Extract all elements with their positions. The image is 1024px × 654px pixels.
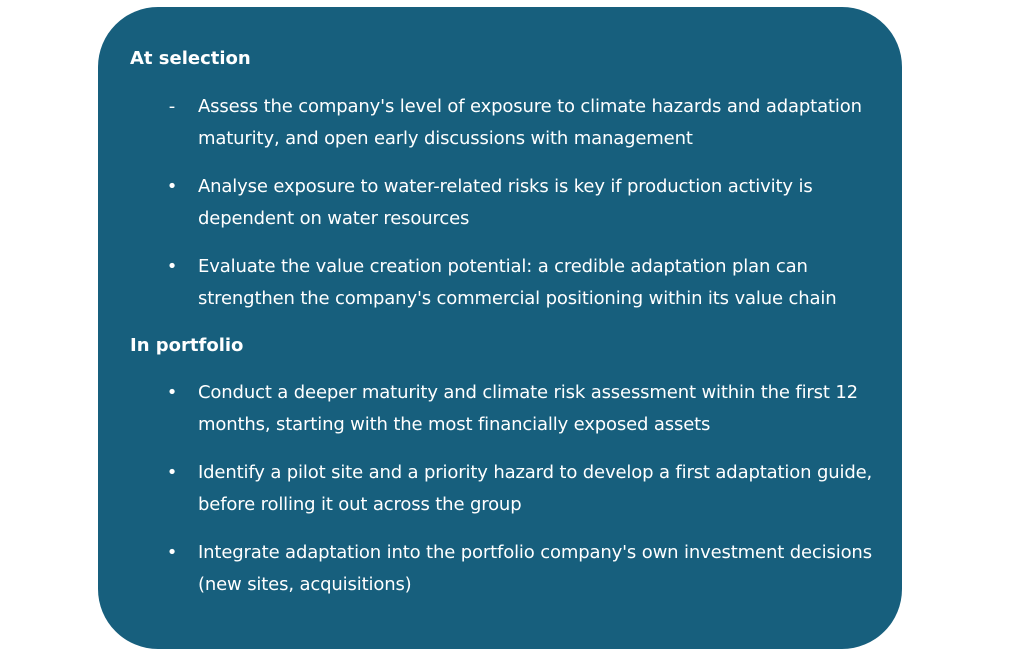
list-item-text: Integrate adaptation into the portfolio company's own investment decisions (new sites, acquisitions) xyxy=(198,542,872,595)
bullet-marker: • xyxy=(166,382,178,403)
bullet-marker: • xyxy=(166,542,178,563)
list-item-text: Evaluate the value creation potential: a credible adaptation plan can strengthen the company's commercial positioning within its value chain xyxy=(198,256,837,309)
dash-marker: - xyxy=(168,96,176,117)
bullet-marker: • xyxy=(166,462,178,483)
section-heading-in-portfolio: In portfolio xyxy=(130,335,244,356)
bullet-marker: • xyxy=(166,176,178,197)
content-card xyxy=(98,7,902,649)
list-item xyxy=(98,171,902,235)
list-item xyxy=(98,377,902,441)
list-item xyxy=(98,457,902,521)
bullet-marker: • xyxy=(166,256,178,277)
list-item xyxy=(98,537,902,601)
list-item-text: Assess the company's level of exposure to climate hazards and adaptation maturity, and open early discussions with management xyxy=(198,96,862,149)
section-heading-at-selection: At selection xyxy=(130,48,251,69)
list-item-text: Analyse exposure to water-related risks is key if production activity is dependent on water resources xyxy=(198,176,813,229)
list-item-text: Conduct a deeper maturity and climate risk assessment within the first 12 months, starting with the most financially exposed assets xyxy=(198,382,858,435)
list-item-text: Identify a pilot site and a priority hazard to develop a first adaptation guide, before rolling it out across the group xyxy=(198,462,873,515)
list-item xyxy=(98,251,902,315)
list-item xyxy=(98,91,902,155)
